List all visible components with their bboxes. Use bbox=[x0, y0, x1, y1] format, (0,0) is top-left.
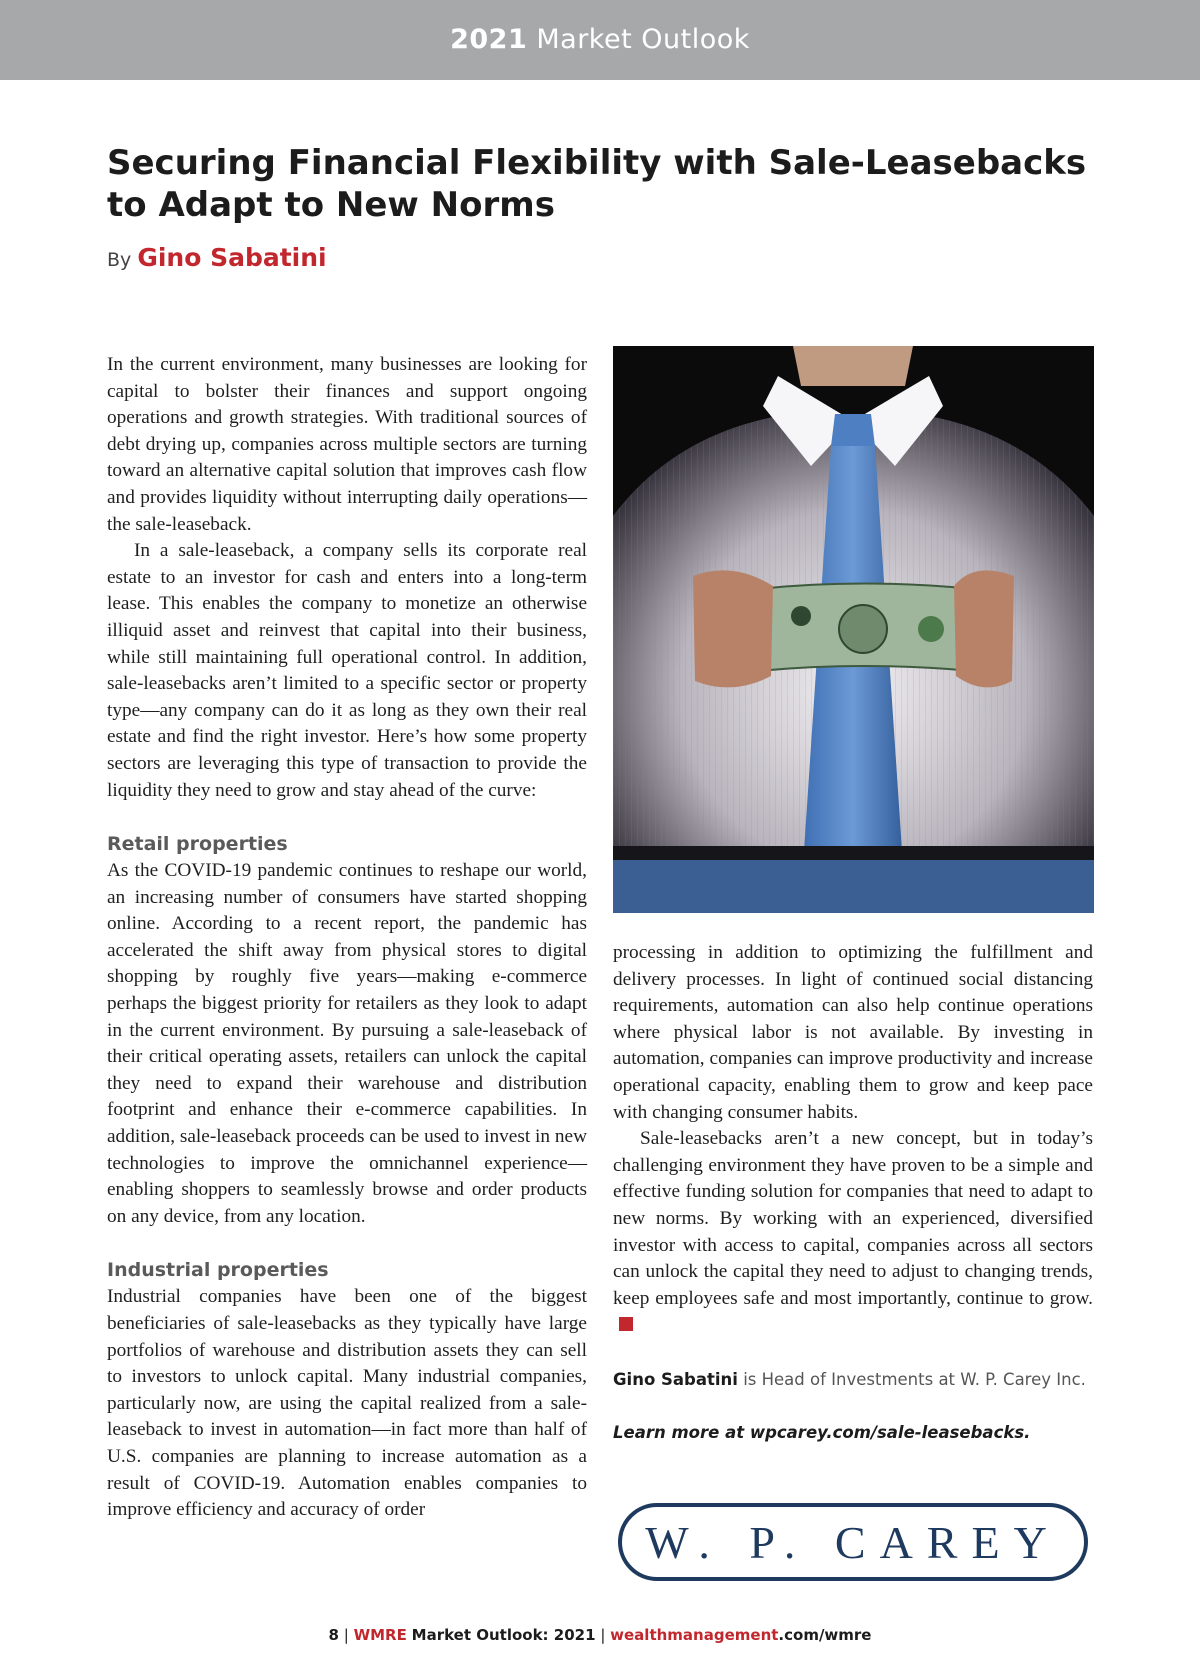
header-title: Market Outlook bbox=[536, 24, 750, 55]
article-photo bbox=[613, 346, 1094, 913]
automation-paragraph: processing in addition to optimizing the fulfillment and delivery processes. In light of continued social distancing requirements, automation can also help continue operations where physical labor is not available. By investing in automation, companies can improve productivity and increase operational capacity, enabling them to grow and keep pace with changing consumer habits. bbox=[613, 942, 1093, 1123]
header-year: 2021 bbox=[450, 24, 528, 55]
byline bbox=[107, 243, 327, 272]
conclusion-text: Sale-leasebacks aren’t a new concept, but in today’s challenging environment they have proven to be a simple and effective funding solution for companies that need to adapt to new norms. By working with an experienced, diversified investor with access to capital, companies across all sectors can unlock the capital they need to adjust to changing trends, keep employees safe and most importantly, continue to grow. bbox=[613, 1128, 1093, 1309]
conclusion-paragraph bbox=[613, 1126, 1093, 1339]
article-title: Securing Financial Flexibility with Sale-Leasebacks to Adapt to New Norms bbox=[107, 143, 1087, 225]
author-bio bbox=[613, 1370, 1113, 1389]
industrial-paragraph: Industrial companies have been one of the biggest beneficiaries of sale-leasebacks as they typically have large portfolios of warehouse and distribution assets they can sell to investors to unlock capital. Many industrial companies, particularly now, are using the capital realized from a sale-leaseback to invest in automation—in fact more than half of U.S. companies are planning to increase automation as a result of COVID-19. Automation enables companies to improve efficiency and accuracy of order bbox=[107, 1286, 587, 1521]
logo-text: W. P. CAREY bbox=[645, 1517, 1061, 1568]
footer-separator-2: | bbox=[600, 1626, 606, 1644]
left-column bbox=[107, 352, 587, 1524]
end-mark-icon bbox=[619, 1317, 633, 1331]
page-footer bbox=[0, 1626, 1200, 1644]
author-name: Gino Sabatini bbox=[137, 243, 327, 272]
intro-paragraph: In the current environment, many businesses are looking for capital to bolster their finances and support ongoing operations and growth strategies. With traditional sources of debt drying up, companies across multiple sectors are turning toward an alternative capital solution that improves cash flow and provides liquidity without interrupting daily operations—the sale-leaseback. bbox=[107, 354, 587, 535]
bio-name: Gino Sabatini bbox=[613, 1370, 738, 1389]
footer-site-domain: wealthmanagement bbox=[610, 1626, 779, 1644]
footer-brand: WMRE bbox=[353, 1626, 407, 1644]
learn-more-link[interactable]: Learn more at wpcarey.com/sale-leasebacks. bbox=[613, 1423, 1031, 1442]
industrial-heading: Industrial properties bbox=[107, 1259, 329, 1282]
wp-carey-logo bbox=[617, 1502, 1089, 1582]
by-label: By bbox=[107, 249, 132, 271]
footer-separator-1: | bbox=[343, 1626, 349, 1644]
footer-site-path: .com/wmre bbox=[778, 1626, 872, 1644]
footer-publication: Market Outlook: 2021 bbox=[411, 1626, 596, 1644]
page-number: 8 bbox=[328, 1626, 339, 1644]
header-banner bbox=[0, 0, 1200, 80]
definition-paragraph: In a sale-leaseback, a company sells its corporate real estate to an investor for cash and enters into a long-term lease. This enables the company to monetize an otherwise illiquid asset and reinvest that capital into their business, while still maintaining full operational control. In addition, sale-leasebacks aren’t limited to a specific sector or property type—any company can do it as long as they own their real estate and find the right investor. Here’s how some property sectors are leveraging this type of transaction to provide the liquidity they need to grow and stay ahead of the curve: bbox=[107, 540, 587, 801]
retail-paragraph: As the COVID-19 pandemic continues to reshape our world, an increasing number of consumers have started shopping online. According to a recent report, the pandemic has accelerated the shift away from physical stores to digital shopping by roughly five years—making e-commerce perhaps the biggest priority for retailers as they look to adapt in the current environment. By pursuing a sale-leaseback of their critical operating assets, retailers can unlock the capital they need to expand their warehouse and distribution footprint and enhance their e-commerce capabilities. In addition, sale-leaseback proceeds can be used to invest in new technologies to improve the omnichannel experience—enabling shoppers to seamlessly browse and order products on any device, from any location. bbox=[107, 860, 587, 1227]
right-column bbox=[613, 940, 1093, 1339]
bio-role: is Head of Investments at W. P. Carey Inc. bbox=[743, 1370, 1086, 1389]
retail-heading: Retail properties bbox=[107, 833, 288, 856]
footer-site[interactable] bbox=[610, 1626, 871, 1644]
